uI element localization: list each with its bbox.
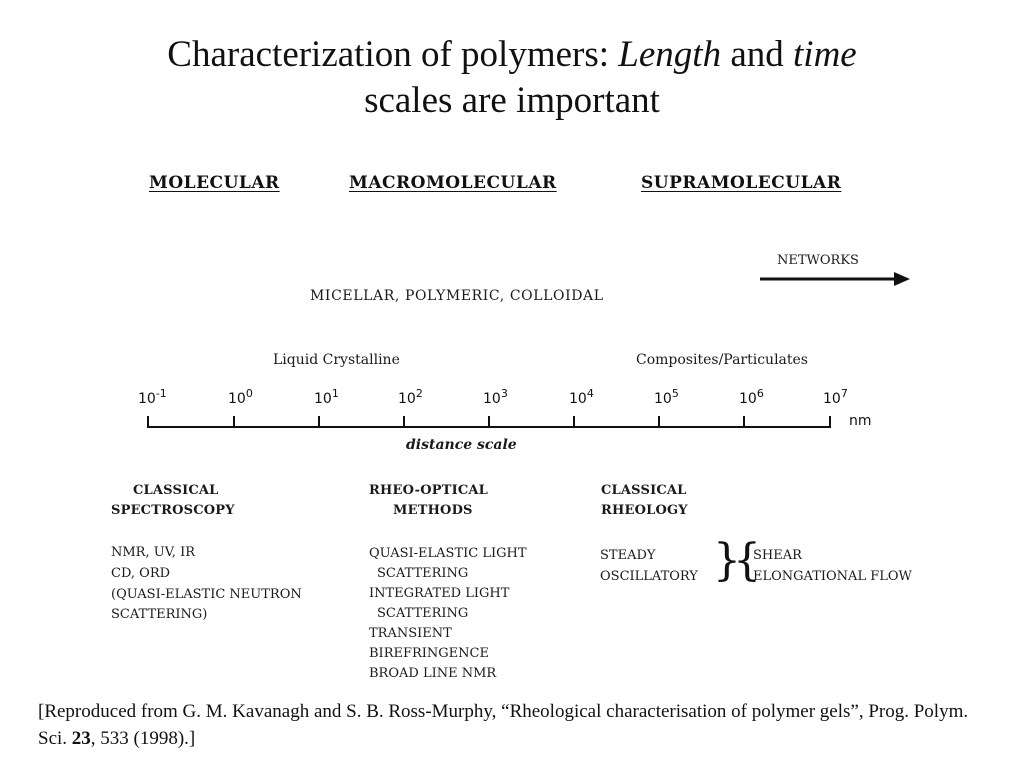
micellar-label: MICELLAR, POLYMERIC, COLLOIDAL [310, 288, 604, 304]
level-macromolecular: MACROMOLECULAR [349, 173, 557, 193]
rheo-optical-heading-line1: RHEO-OPTICAL [369, 483, 489, 498]
rheology-heading-line1: CLASSICAL [601, 483, 687, 498]
rheo-optical-item: BIREFRINGENCE [369, 646, 489, 661]
spectroscopy-heading-line2: SPECTROSCOPY [111, 503, 235, 518]
rheology-flow-type: SHEAR [753, 548, 802, 563]
slide-title [0, 32, 1024, 124]
spectroscopy-item: NMR, UV, IR [111, 545, 195, 560]
rheo-optical-item: INTEGRATED LIGHT [369, 586, 510, 601]
reference-volume: 23 [71, 728, 91, 749]
level-molecular: MOLECULAR [149, 173, 280, 193]
rheo-optical-item: QUASI-ELASTIC LIGHT [369, 546, 527, 561]
rheo-optical-item: BROAD LINE NMR [369, 666, 497, 681]
rheo-optical-item: SCATTERING [377, 606, 469, 621]
rheology-flow-type: ELONGATIONAL FLOW [753, 569, 912, 584]
tick-label: $10^{-1}$ [138, 387, 167, 407]
spectroscopy-item: SCATTERING) [111, 607, 208, 622]
scale-unit: nm [849, 413, 872, 429]
spectroscopy-item: CD, ORD [111, 566, 171, 581]
rheology-heading-line2: RHEOLOGY [601, 503, 688, 518]
spectroscopy-heading-line1: CLASSICAL [133, 483, 219, 498]
rheology-mode: STEADY [600, 548, 656, 563]
tick-label: $10^6$ [739, 387, 764, 407]
title-emphasis-length: Length [618, 34, 722, 75]
networks-arrow [758, 270, 914, 288]
composites-label: Composites/Particulates [636, 352, 808, 368]
rheo-optical-item: SCATTERING [377, 566, 469, 581]
scale-caption: distance scale [406, 437, 517, 453]
right-brace-icon: } [713, 535, 741, 586]
spectroscopy-item: (QUASI-ELASTIC NEUTRON [111, 587, 302, 602]
tick-label: $10^2$ [398, 387, 423, 407]
title-emphasis-time: time [793, 34, 857, 75]
liquid-crystalline-label: Liquid Crystalline [273, 352, 400, 368]
reference-pages: , 533 (1998).] [90, 728, 196, 749]
title-line2: scales are important [364, 80, 660, 121]
networks-label: NETWORKS [777, 253, 859, 268]
tick-label: $10^7$ [823, 387, 848, 407]
left-brace-icon: { [733, 535, 761, 586]
tick-label: $10^1$ [314, 387, 339, 407]
rheo-optical-heading-line2: METHODS [393, 503, 473, 518]
title-part2: and [721, 34, 794, 75]
tick-label: $10^3$ [483, 387, 508, 407]
distance-scale-axis [140, 412, 840, 432]
reference-citation [38, 698, 988, 752]
level-supramolecular: SUPRAMOLECULAR [641, 173, 842, 193]
tick-label: $10^0$ [228, 387, 253, 407]
rheology-mode: OSCILLATORY [600, 569, 698, 584]
rheo-optical-item: TRANSIENT [369, 626, 452, 641]
tick-label: $10^5$ [654, 387, 679, 407]
tick-label: $10^4$ [569, 387, 594, 407]
title-part1: Characterization of polymers: [167, 34, 619, 75]
reference-text: [Reproduced from G. M. Kavanagh and S. B. Ross-Murphy, “Rheological characterisation of polymer gels”, Prog. Polym. Sci. [38, 701, 969, 749]
